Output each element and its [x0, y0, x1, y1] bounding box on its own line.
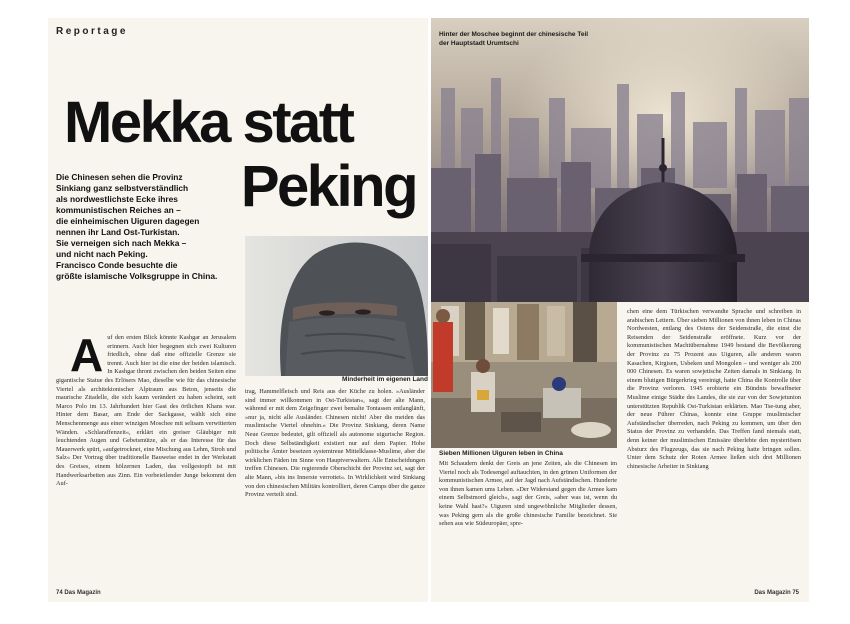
market-photo-caption: Sieben Millionen Uiguren leben in China — [439, 450, 563, 457]
column-text: uf den ersten Blick könnte Kashgar an Jerusalem erinnern. Auch hier begegnen sich zwei Kulturen friedlich, ohne daß eine offizielle Grenze sie trennt. Auch hier ist die eine der beiden islamisch. In Kashgar thront zwischen den beiden Seiten eine gigantische Statue des Erlösers Mao, dieselbe wie für das chinesische Viertel als architektonischer Alptraum aus Beton, jenseits die maurische Zitadelle, die sich kaum verändert zu haben scheint, seit Marco Polo im 13. Jahrhundert hier Gast des örtlichen Khans war. Hinter dem Basar, am Ende der Sackgasse, wählt sich eine Menschenmenge aus einer winzigen Moschee mit seltsam verwitterten Wänden. »Schlaraffenzeit«, erklärt ein greiser Gläubiger mit leuchtenden Augen und Gebetsmütze, als er das Interesse für das Mauerwerk spürt, »aufgetrocknet, eine Mischung aus Lehm, Stroh und Salz« Der Vortrag über traditionelle Bauweise endet in der Werkstatt des Greises, einem hölzernen Laden, das vollgestopft ist mit Handwerksarbeiten aus Zinn. Ein vorbeieilender Junge bekommt den Auf- — [56, 334, 236, 488]
deck-line: und nicht nach Peking. — [56, 249, 148, 259]
deck-line: kommunistischen Reiches an – — [56, 205, 181, 215]
headline-line-2: Peking — [240, 154, 416, 219]
deck-line: nennen ihr Land Ost-Turkistan. — [56, 227, 180, 237]
deck-line: größte islamische Volksgruppe in China. — [56, 271, 218, 281]
market-photo — [431, 302, 617, 448]
article-column-1 — [56, 334, 236, 582]
article-deck — [56, 172, 244, 282]
headline-line-1: Mekka statt — [64, 90, 353, 155]
drop-cap: A — [70, 334, 104, 381]
deck-line: als nordwestlichste Ecke ihres — [56, 194, 178, 204]
article-column-2: trag, Hammelfleisch und Reis aus der Küche zu holen. »Ausländer sind immer willkommen in Ost-Turkistan«, sagt der alte Mann, während er mit dem Zeigefinger zwei bemalte Tontassen entlanglänft, »nur ja, nicht alle Ausländer. Chinesen nicht! Aber die meiden das muslimische Viertel ohnehin.« Die Provinz Sinkiang, deren Name Neue Grenze bedeutet, gilt offiziell als autonome uigurische Region. Doch diese Selbständigkeit existiert nur auf dem Papier. Hohe politische Ämter besetzen systemtreue Mittelklasse-Muslime, aber die wirklichen Fäden im Sinne von Hauptverwaltern. Alle Entscheidungen treffen Chinesen. Die regierende Oberschicht der Provinz sei, sagt der alte Mann, »bis ins Innerste verrottet«. In Wirklichkeit wird Sinkiang von den chinesischen Militärs kontrolliert, deren Camps über die ganze Provinz verteilt sind. — [245, 388, 425, 499]
city-caption-line: Hinter der Moschee beginnt der chinesische Teil — [439, 31, 589, 38]
deck-line: Francisco Conde besuchte die — [56, 260, 178, 270]
city-mosque-photo — [431, 18, 809, 302]
city-caption-line: der Hauptstadt Urumtschi — [439, 40, 519, 47]
deck-line: Sie verneigen sich nach Mekka – — [56, 238, 187, 248]
article-column-3: Mit Schaudern denkt der Greis an jene Zeiten, als die Chinesen im Viertel noch als Todesengel auftauchten, in den grünen Uniformen der kommunistischen Armee, auf der Jagd nach Aufständischen. Hunderte von ihnen kamen ums Leben. »Der Widerstand gegen die Armee kam einem Selbstmord gleich«, sagt der Greis, »aber was ist, wenn du keine Wahl hast?« Uiguren sind ungewöhnliche Mitglieder dessen, was Peking gern als die große chinesische Familie bezeichnet. Sie sehen aus wie Südeuropäer, spre- — [439, 460, 617, 528]
article-column-4: chen eine dem Türkischen verwandte Sprache und schreiben in arabischen Lettern. Über sieben Millionen von ihnen leben in Chinas Nordwesten, entlang des Ostens der Seidenstraße, die einst die Reisenden der Seidenstraße eröffnete. Kurz vor der kommunistischen Machtübernahme 1949 bestand die Bevölkerung der Provinz zu 75 Prozent aus Uiguren, alle anderen waren Kasachen, Kirgisen, Usbeken und Mongolen – und weniger als 200 000 Chinesen. Es waren sowjetische Zeiten damals in Sinkiang. In einem blutigen Bürgerkrieg vereinigt, hatte China die Kontrolle über die Provinz verloren. 1945 erobierte ein Bündnis bewaffneter Muslime einige Städte des Landes, die sie zur von der Sowjetunion unterstützten Republik Ost-Turkistan erklärten. Mao Tse-tung aber, der neue Führer Chinas, konnte eine Gruppe muslimischer Aufständischer überreden, nach Peking zu kommen, um über den Status der Provinz zu verhandeln. Das Treffen fand niemals statt, denn keiner der muslimischen Emissäre überlebte den mysteriösen Absturz des Flugzeugs, das sie nach Peking hatte bringen sollen. Unter dem Schutz der Roten Armee ließen sich drei Millionen chinesische Arbeiter in Sinkiang — [627, 308, 801, 470]
photo-caption: Minderheit im eigenen Land — [342, 376, 428, 383]
city-photo-caption — [439, 30, 588, 48]
deck-line: Sinkiang ganz selbstverständlich — [56, 183, 189, 193]
left-page — [48, 18, 428, 602]
right-page — [431, 18, 809, 602]
deck-line: die einheimischen Uiguren dagegen — [56, 216, 200, 226]
veiled-woman-illustration — [245, 236, 428, 376]
page-footer-right: Das Magazin 75 — [754, 590, 799, 596]
page-footer-left: 74 Das Magazin — [56, 590, 101, 596]
market-scene-illustration — [431, 302, 617, 448]
veiled-woman-photo — [245, 236, 428, 376]
section-kicker: Reportage — [56, 26, 128, 37]
deck-line: Die Chinesen sehen die Provinz — [56, 172, 183, 182]
city-skyline-illustration — [431, 18, 809, 302]
